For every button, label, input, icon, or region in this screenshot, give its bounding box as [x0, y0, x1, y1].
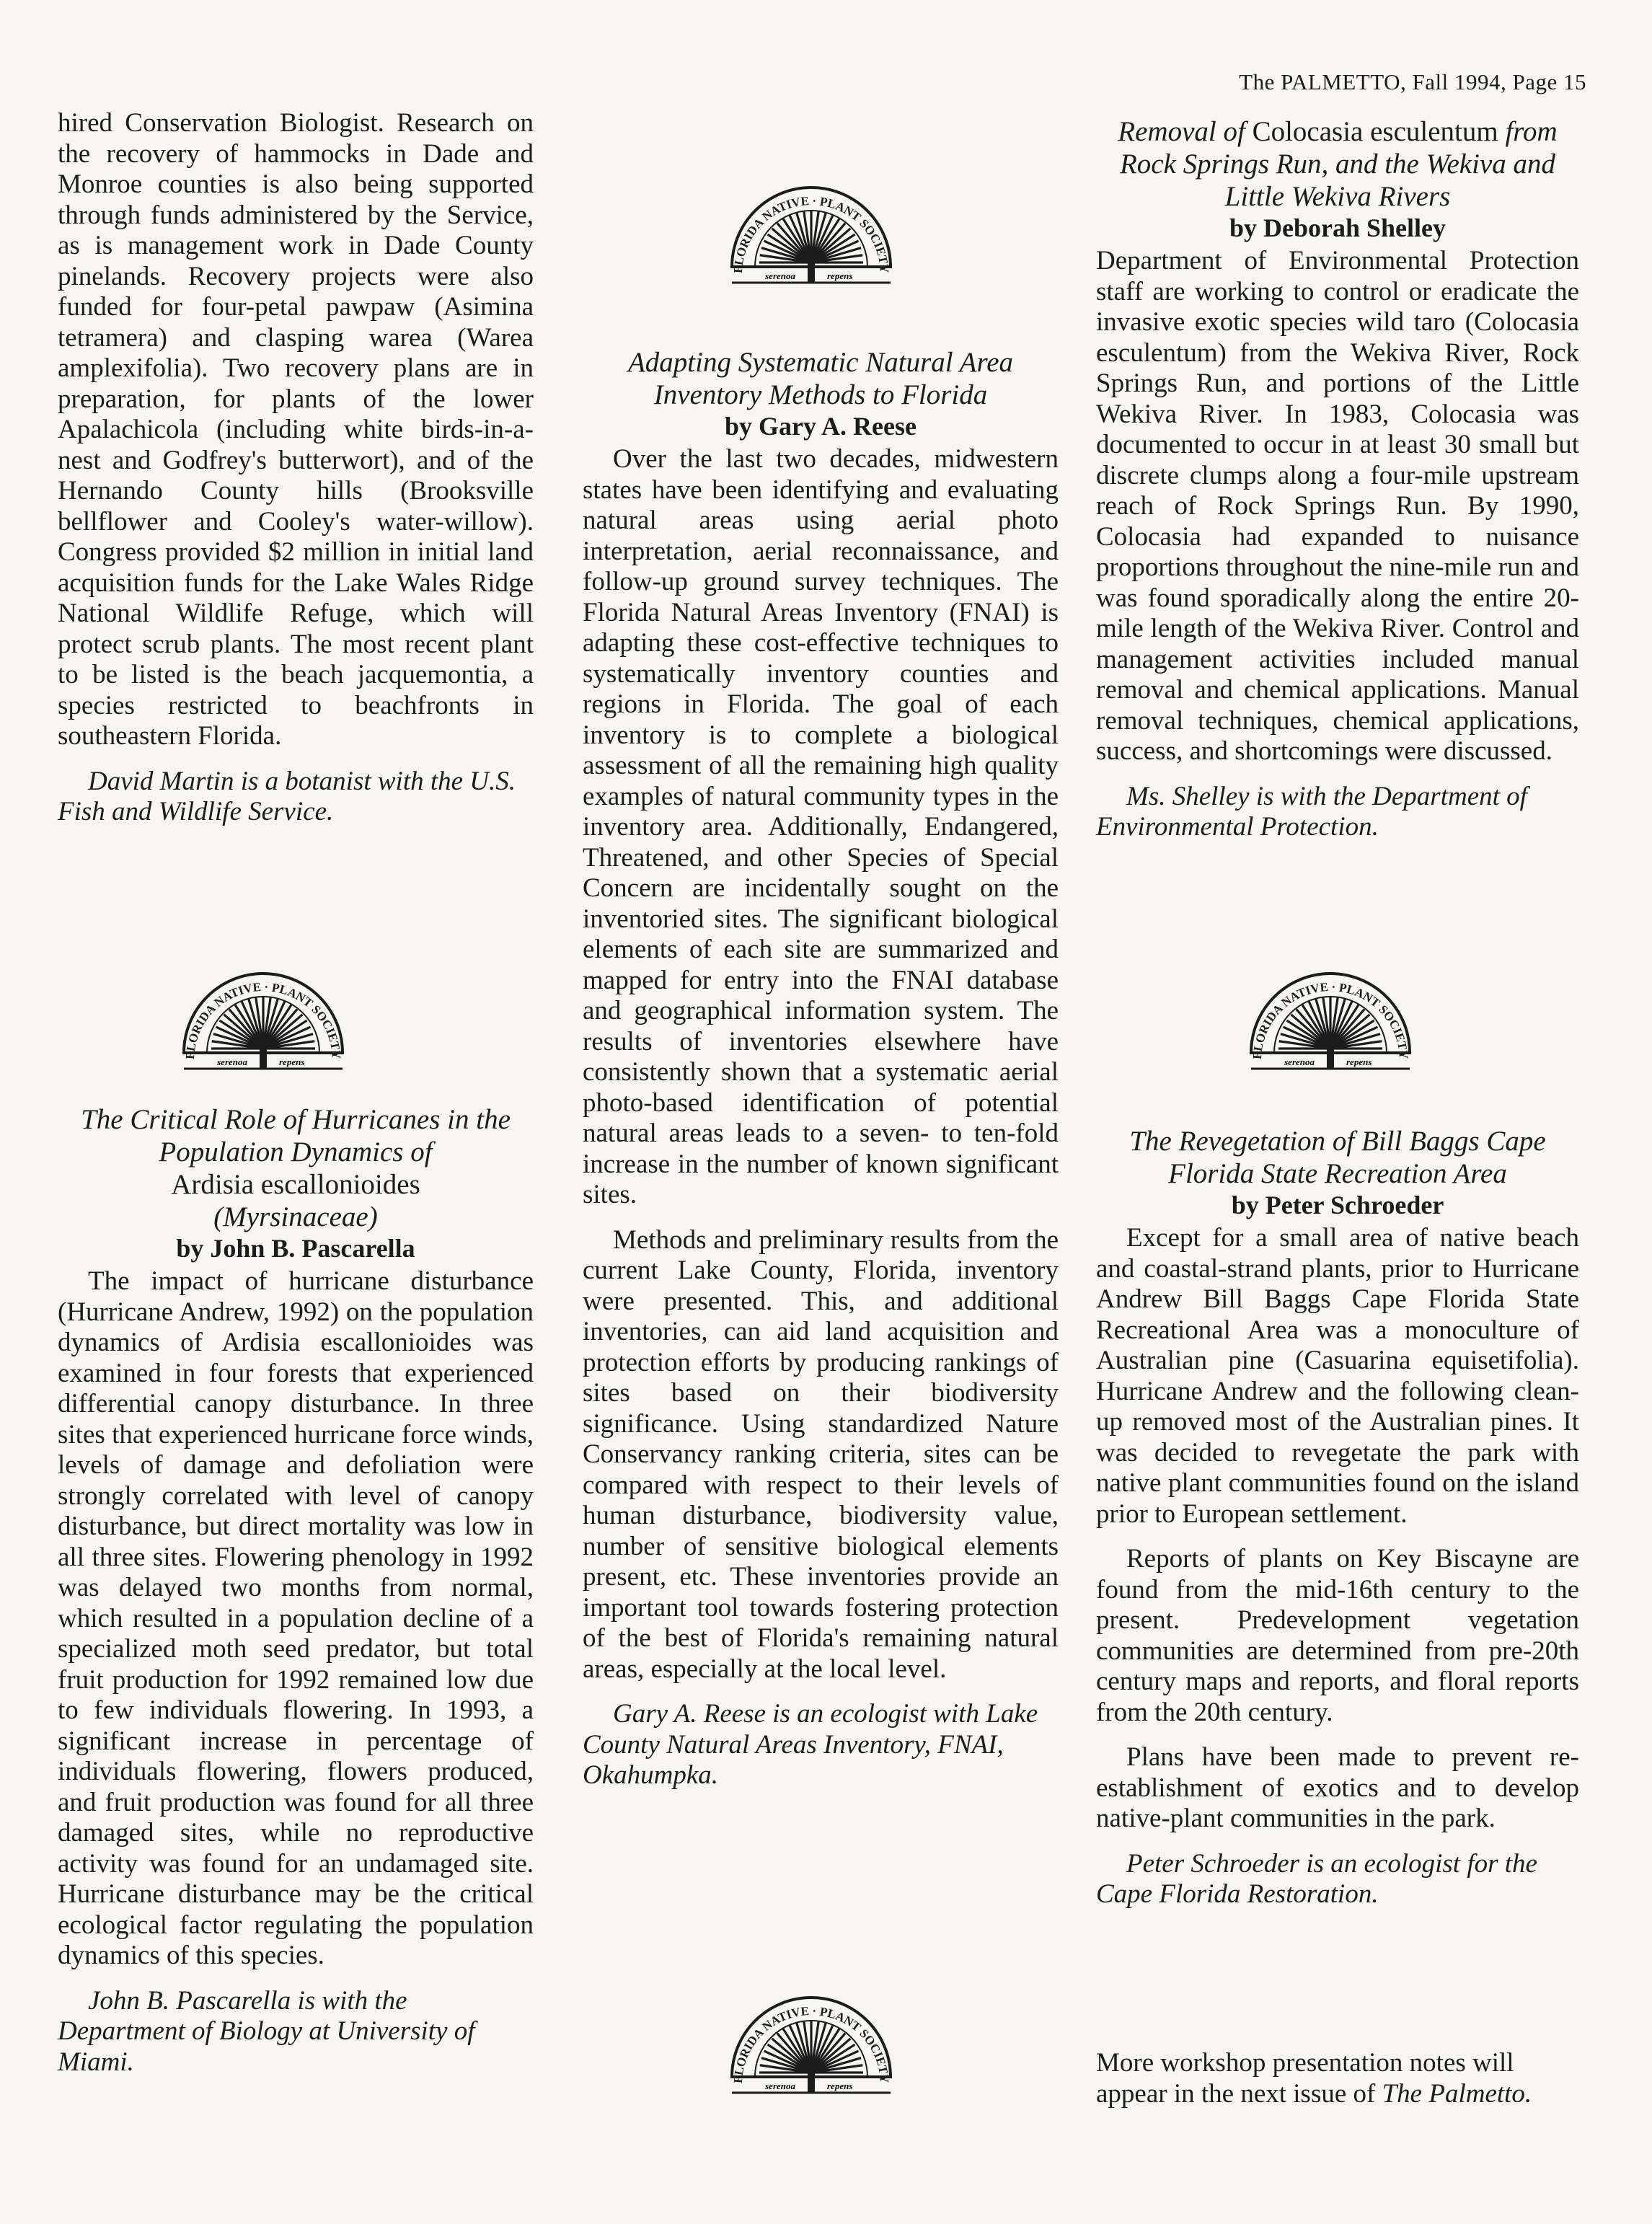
schroeder-author-note: Peter Schroeder is an ecologist for the Cape Florida Restoration.	[1096, 1848, 1537, 1909]
logo-serenoa: serenoa	[765, 2080, 795, 2091]
logo-repens: repens	[827, 2080, 853, 2091]
palmetto-logo-svg	[173, 952, 353, 1082]
logo-repens: repens	[1346, 1056, 1372, 1067]
reese-author-note: Gary A. Reese is an ecologist with Lake County Natural Areas Inventory, FNAI, Okahumpka.	[583, 1699, 1038, 1790]
fnps-logo-icon	[1240, 952, 1421, 1082]
martin-article-paragraph: hired Conservation Biologist. Research on the recovery of hammocks in Dade and Monroe counties is also being supported through funds administered by the Service, as is management work in Dade County pinelands. Recovery projects were also funded for four-petal pawpaw (Asimina tetramera) and clasping warea (Warea amplexifolia). Two recovery plans are in preparation, for plants of the lower Apalachicola (including white birds-in-a-nest and Godfrey's butterwort), and of the Hernando County hills (Brooksville bellflower and Cooley's water-willow). Congress provided $2 million in initial land acquisition funds for the Lake Wales Ridge National Wildlife Refuge, which will protect scrub plants. The most recent plant to be listed is the beach jacquemontia, a species restricted to beachfronts in southeastern Florida.	[58, 108, 534, 751]
reese-article	[583, 346, 1059, 1806]
shelley-paragraph: Department of Environmental Protection staff are working to control or eradicate the invasive exotic species wild taro (Colocasia esculentum) from the Wekiva River, Rock Springs Run, and portions of the Little Wekiva River. In 1983, Colocasia was documented to occur in at least 30 small but discrete clumps along a four-mile upstream reach of Rock Springs Run. By 1990, Colocasia had expanded to nuisance proportions throughout the nine-mile run and was found sporadically along the entire 20-mile length of the Wekiva River. Control and management activities included manual removal and chemical applications. Manual removal techniques, chemical applications, success, and shortcomings were discussed.	[1096, 246, 1579, 766]
fnps-logo-icon	[173, 952, 353, 1082]
shelley-article	[1096, 115, 1579, 857]
palmetto-trunk	[260, 1047, 267, 1069]
martin-author-note: David Martin is a botanist with the U.S. Fish and Wildlife Service.	[58, 766, 516, 826]
pascarella-title-species: Ardisia escallonioides	[171, 1169, 420, 1200]
closing-sentence: More workshop presentation notes will appear in the next issue of	[1096, 2048, 1514, 2109]
logo-serenoa: serenoa	[1284, 1056, 1315, 1067]
pascarella-article	[58, 1103, 534, 2092]
schroeder-title: The Revegetation of Bill Baggs Cape Florida State Recreation Area	[1129, 1126, 1546, 1189]
logo-arc-text: FLORIDA NATIVE · PLANT SOCIETY	[730, 2003, 892, 2084]
schroeder-paragraph-1: Except for a small area of native beach and coastal-strand plants, prior to Hurricane Andrew Bill Baggs Cape Florida State Recreational Area was a monoculture of Australian pine (Casuarina equisetifolia). Hurricane Andrew and the following clean-up removed most of the Australian pines. It was decided to revegetate the park with native plant communities found on the island prior to European settlement.	[1096, 1223, 1579, 1529]
schroeder-paragraph-2: Reports of plants on Key Biscayne are found from the mid-16th century to the present. Predevelopment vegetation communities are determined from pre-20th century maps and reports, and floral reports from the 20th century.	[1096, 1544, 1579, 1727]
palmetto-trunk	[1327, 1047, 1334, 1069]
palmetto-logo-svg	[721, 166, 901, 296]
reese-paragraph-1: Over the last two decades, midwestern states have been identifying and evaluating natural areas using aerial photo interpretation, aerial reconnaissance, and follow-up ground survey techniques. The Florida Natural Areas Inventory (FNAI) is adapting these cost-effective techniques to systematically inventory counties and regions in Florida. The goal of each inventory is to complete a biological assessment of all the remaining high quality examples of natural community types in the inventory area. Additionally, Endangered, Threatened, and other Species of Special Concern are incidentally sought on the inventoried sites. The significant biological elements of each site are summarized and mapped for entry into the FNAI database and geographical information system. The results of inventories elsewhere have consistently shown that a systematic aerial photo-based identification of potential natural areas leads to a seven- to ten-fold increase in the number of known significant sites.	[583, 444, 1059, 1209]
logo-repens: repens	[279, 1056, 305, 1067]
palmetto-logo-svg	[721, 1976, 901, 2106]
pascarella-author-note: John B. Pascarella is with the Department of Biology at University of Miami.	[58, 1985, 475, 2077]
shelley-author: by Deborah Shelley	[1229, 213, 1446, 242]
palmetto-trunk	[808, 2071, 815, 2093]
logo-serenoa: serenoa	[765, 270, 795, 281]
schroeder-author: by Peter Schroeder	[1231, 1191, 1444, 1219]
closing-note	[1096, 2048, 1579, 2124]
shelley-title-part1: Removal of	[1118, 116, 1245, 147]
schroeder-paragraph-3: Plans have been made to prevent re-establishment of exotics and to develop native-plant communities in the park.	[1096, 1742, 1579, 1833]
logo-arc-text: FLORIDA NATIVE · PLANT SOCIETY	[1250, 979, 1411, 1060]
reese-title: Adapting Systematic Natural Area Inventory Methods to Florida	[627, 347, 1014, 410]
pascarella-title-family: (Myrsinaceae)	[213, 1201, 378, 1232]
logo-arc-text: FLORIDA NATIVE · PLANT SOCIETY	[182, 979, 344, 1060]
shelley-title-part3: from Rock Springs Run, and the Wekiva and Little Wekiva Rivers	[1119, 116, 1558, 212]
logo-arc-text: FLORIDA NATIVE · PLANT SOCIETY	[730, 193, 892, 274]
shelley-title	[1096, 115, 1579, 213]
logo-serenoa: serenoa	[217, 1056, 247, 1067]
shelley-author-note: Ms. Shelley is with the Department of Environmental Protection.	[1096, 781, 1527, 842]
reese-author: by Gary A. Reese	[725, 412, 916, 441]
pascarella-paragraph: The impact of hurricane disturbance (Hurricane Andrew, 1992) on the population dynamics of Ardisia escallonioides was examined in four forests that experienced differential canopy disturbance. In three sites that experienced hurricane force winds, levels of damage and defoliation were strongly correlated with level of canopy disturbance, but direct mortality was low in all three sites. Flowering phenology in 1992 was delayed two months from normal, which resulted in a population decline of a specialized moth seed predator, but total fruit production for 1992 remained low due to few individuals flowering. In 1993, a significant increase in percentage of individuals flowering, flowers produced, and fruit production was found for all three damaged sites, while no reproductive activity was found for an undamaged site. Hurricane disturbance may be the critical ecological factor regulating the population dynamics of this species.	[58, 1266, 534, 1970]
fnps-logo-icon	[721, 1976, 901, 2106]
pascarella-author: by John B. Pascarella	[176, 1234, 415, 1263]
palmetto-trunk	[808, 261, 815, 283]
schroeder-article	[1096, 1125, 1579, 1925]
closing-text	[1096, 2048, 1579, 2109]
left-column	[58, 108, 534, 842]
reese-paragraph-2: Methods and preliminary results from the current Lake County, Florida, inventory were presented. This, and additional inventories, can aid land acquisition and protection efforts by producing rankings of sites based on their biodiversity significance. Using standardized Nature Conservancy ranking criteria, sites can be compared with respect to their levels of human disturbance, biodiversity value, number of sensitive biological elements present, etc. These inventories provide an important tool towards fostering protection of the best of Florida's remaining natural areas, especially at the local level.	[583, 1224, 1059, 1684]
closing-publication: The Palmetto.	[1382, 2078, 1532, 2109]
pascarella-title-line1: The Critical Role of Hurricanes in the Population Dynamics of	[81, 1104, 511, 1168]
logo-repens: repens	[827, 270, 853, 281]
palmetto-logo-svg	[1240, 952, 1421, 1082]
fnps-logo-icon	[721, 166, 901, 296]
shelley-title-species: Colocasia esculentum	[1252, 116, 1498, 147]
page-header: The PALMETTO, Fall 1994, Page 15	[1239, 69, 1586, 94]
